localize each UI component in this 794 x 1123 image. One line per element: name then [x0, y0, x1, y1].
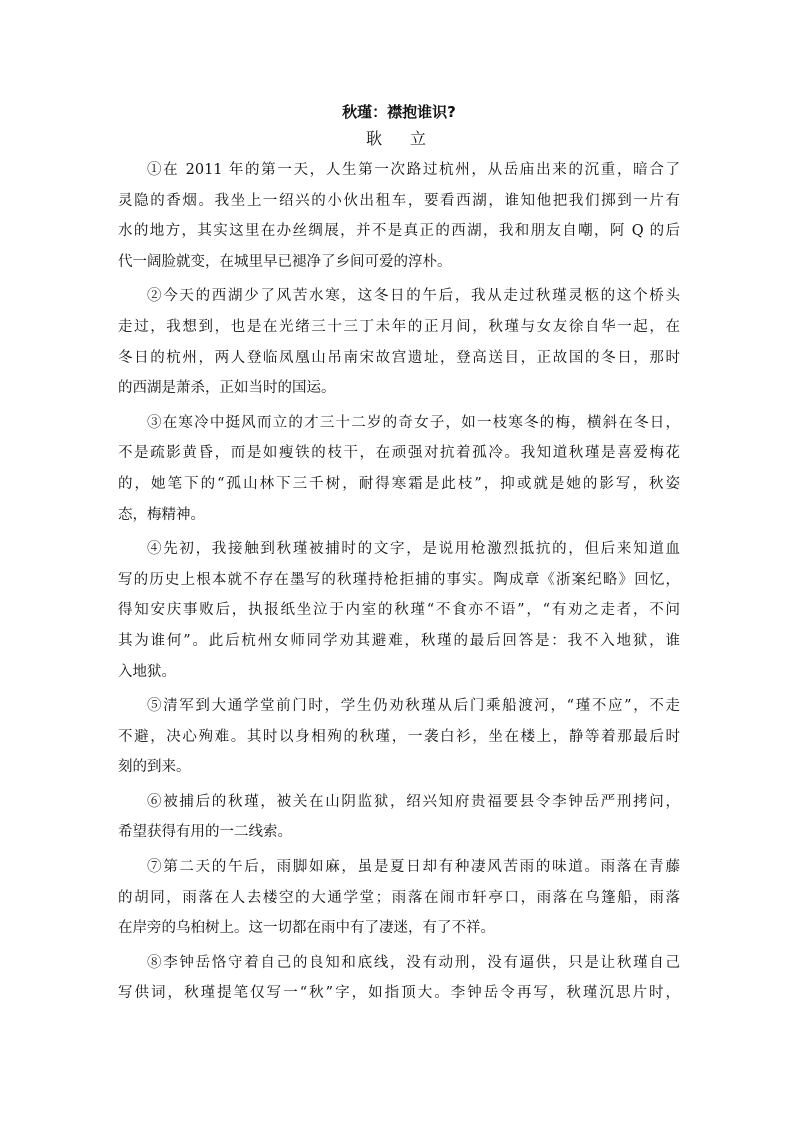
article-paragraph [118, 852, 680, 944]
article-paragraph [118, 281, 680, 403]
paragraph-line: 不是疏影黄昏，而是如瘦铁的枝干，在顽强对抗着孤冷。我知道秋瑾是喜爱梅花 [118, 445, 680, 462]
paragraph-line: 写的历史上根本就不存在墨写的秋瑾持枪拒捕的事实。陶成章《浙案纪略》回忆， [118, 571, 680, 588]
paragraph-line: 得知安庆事败后，执报纸坐泣于内室的秋瑾“不食亦不语”，“有劝之走者，不问 [118, 602, 680, 619]
article-paragraph [118, 787, 680, 848]
paragraph-line: 其为谁何”。此后杭州女师同学劝其避难，秋瑾的最后回答是：我不入地狱，谁 [118, 632, 680, 649]
article-paragraph [118, 155, 680, 277]
paragraph-line: ⑥被捕后的秋瑾，被关在山阴监狱，绍兴知府贵福要县令李钟岳严刑拷问， [147, 793, 680, 810]
paragraph-line: 入地狱。 [118, 663, 176, 680]
article-body [118, 155, 680, 1009]
paragraph-line: 水的地方，其实这里在办丝绸展，并不是真正的西湖，我和朋友自嘲，阿 Q 的后 [118, 223, 680, 240]
paragraph-line: ⑦第二天的午后，雨脚如麻，虽是夏日却有种凄风苦雨的味道。雨落在青藤 [147, 859, 680, 876]
article-paragraph [118, 948, 680, 1009]
paragraph-line: 走过，我想到，也是在光绪三十三丁未年的正月间，秋瑾与女友徐自华一起，在 [118, 318, 680, 335]
paragraph-line: ④先初，我接触到秋瑾被捕时的文字，是说用枪激烈抵抗的，但后来知道血 [147, 541, 680, 558]
paragraph-line: 的，她笔下的“孤山林下三千树，耐得寒霜是此枝”，抑或就是她的影写，秋姿 [118, 475, 680, 492]
paragraph-line: 在岸旁的乌桕树上。这一切都在雨中有了凄迷，有了不祥。 [118, 920, 495, 937]
article-title: 秋瑾：襟抱谁识? [342, 103, 456, 121]
paragraph-line: ①在 2011 年的第一天，人生第一次路过杭州，从岳庙出来的沉重，暗合了 [147, 162, 680, 178]
paragraph-line: ⑤清军到大通学堂前门时，学生仍劝秋瑾从后门乘船渡河，“瑾不应”，不走 [147, 698, 680, 715]
article-paragraph [118, 534, 680, 687]
paragraph-line: ②今天的西湖少了风苦水寒，这冬日的午后，我从走过秋瑾灵柩的这个桥头 [147, 288, 680, 305]
paragraph-line: 刻的到来。 [118, 759, 191, 776]
paragraph-line: 写供词，秋瑾提笔仅写一“秋”字，如指顶大。李钟岳令再写，秋瑾沉思片时， [118, 985, 680, 1002]
paragraph-line: ③在寒冷中挺风而立的才三十二岁的奇女子，如一枝寒冬的梅，横斜在冬日， [147, 414, 680, 431]
paragraph-line: 不避，决心殉难。其时以身相殉的秋瑾，一袭白衫，坐在楼上，静等着那最后时 [118, 728, 680, 745]
article-paragraph [118, 408, 680, 530]
article-author: 耿 立 [365, 129, 432, 148]
document-page [118, 100, 680, 1013]
paragraph-line: 冬日的杭州，两人登临凤凰山吊南宋故宫遗址，登高送目，正故国的冬日，那时 [118, 349, 680, 366]
paragraph-line: 的西湖是萧杀，正如当时的国运。 [118, 380, 336, 397]
paragraph-line: 的胡同，雨落在人去楼空的大通学堂；雨落在闹市轩亭口，雨落在乌篷船，雨落 [118, 889, 680, 906]
article-paragraph [118, 691, 680, 783]
paragraph-line: 代一阔脸就变，在城里早已褪净了乡间可爱的淳朴。 [118, 253, 452, 270]
paragraph-line: 态，梅精神。 [118, 506, 205, 523]
paragraph-line: 希望获得有用的一二线索。 [118, 824, 292, 841]
paragraph-line: 灵隐的香烟。我坐上一绍兴的小伙出租车，要看西湖，谁知他把我们掷到一片有 [118, 192, 680, 209]
paragraph-line: ⑧李钟岳恪守着自己的良知和底线，没有动刑，没有逼供，只是让秋瑾自己 [147, 954, 680, 971]
